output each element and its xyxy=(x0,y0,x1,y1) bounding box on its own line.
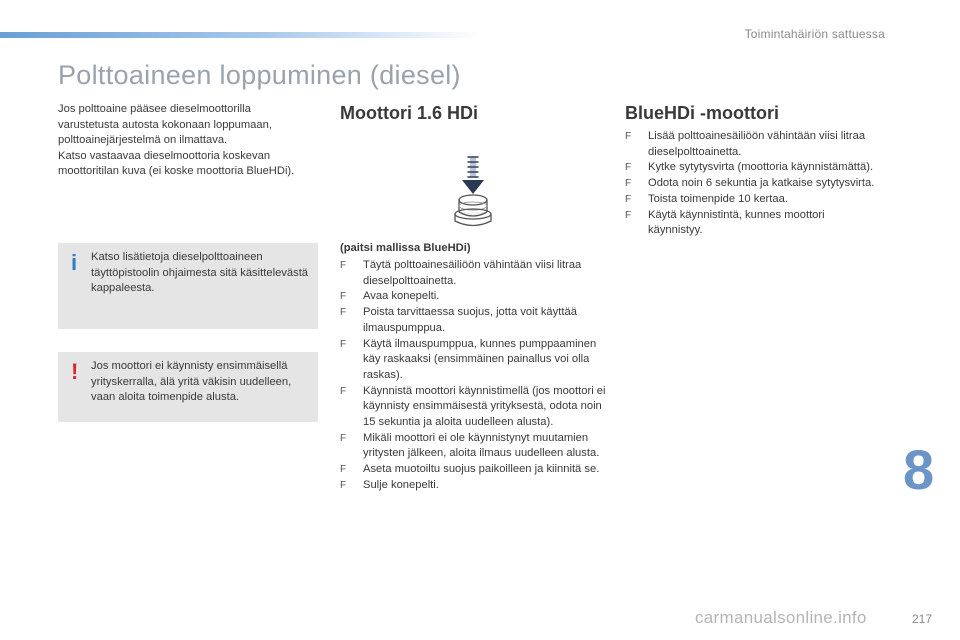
intro-text xyxy=(58,102,323,180)
list-item: F Sulje konepelti. xyxy=(340,478,608,494)
list-item: F Poista tarvittaessa suojus, jotta voit käyttää ilmauspumppua. xyxy=(340,306,577,334)
list-item: F Käytä käynnistintä, kunnes moottori käynnistyy. xyxy=(625,208,825,237)
bullet-icon: F xyxy=(625,209,632,221)
warning-note xyxy=(58,352,318,422)
list-item: F Odota noin 6 sekuntia ja katkaise sytytysvirta. xyxy=(625,176,875,192)
info-icon: i xyxy=(71,250,78,275)
list-item: F Täytä polttoainesäiliöön vähintään viisi litraa dieselpolttoainetta. xyxy=(340,259,582,287)
list-item: F Lisää polttoainesäiliöön vähintään viisi litraa dieselpolttoainetta. xyxy=(625,130,866,158)
bullet-icon: F xyxy=(340,260,347,271)
engine-16-steps xyxy=(340,258,608,494)
intro-line: Jos polttoaine pääsee dieselmoottorilla xyxy=(58,103,251,115)
intro-line: moottoritilan kuva (ei koske moottoria BlueHDi). xyxy=(58,165,295,177)
chapter-number: 8 xyxy=(903,438,935,501)
bullet-icon: F xyxy=(625,193,632,205)
bluehdi-steps xyxy=(625,129,875,239)
warning-note-text: Jos moottori ei käynnisty ensimmäisellä yrityskerralla, älä yritä väkisin uudelleen, vaan aloita toimenpide alusta. xyxy=(91,360,292,403)
bullet-icon: F xyxy=(625,162,632,174)
header-accent-bar xyxy=(0,32,480,38)
page-title: Polttoaineen loppuminen (diesel) xyxy=(58,60,461,90)
list-item: F Mikäli moottori ei ole käynnistynyt muutamien yritysten jälkeen, aloita ilmaus uudelleen alusta. xyxy=(340,431,600,460)
bullet-icon: F xyxy=(340,385,347,397)
bluehdi-title: BlueHDi -moottori xyxy=(625,103,779,123)
engine-16-subtitle: (paitsi mallissa BlueHDi) xyxy=(340,242,471,254)
bullet-icon: F xyxy=(340,338,347,350)
watermark: carmanualsonline.info xyxy=(695,608,867,627)
list-item: F Käytä ilmauspumppua, kunnes pumppaaminen käy raskaaksi (ensimmäinen painallus voi olla raskas). xyxy=(340,337,597,381)
intro-line: polttoainejärjestelmä on ilmattava. xyxy=(58,134,228,146)
intro-line: Katso vastaavaa dieselmoottoria koskevan xyxy=(58,149,271,162)
bullet-icon: F xyxy=(340,479,347,491)
list-item: F Kytke sytytysvirta (moottoria käynnistämättä). xyxy=(625,160,875,176)
priming-pump-icon xyxy=(449,154,497,232)
info-note xyxy=(58,243,318,329)
bullet-icon: F xyxy=(340,291,347,303)
list-item: F Käynnistä moottori käynnistimellä (jos moottori ei käynnisty ensimmäisestä yrityksestä, odota noin 15 sekuntia ja aloita uudelleen alusta). xyxy=(340,384,606,429)
page-number: 217 xyxy=(912,612,933,626)
engine-16-title: Moottori 1.6 HDi xyxy=(340,103,478,123)
section-header: Toimintahäiriön sattuessa xyxy=(744,27,885,41)
intro-line: varustetusta autosta kokonaan loppumaan, xyxy=(58,118,272,131)
list-item: F Toista toimenpide 10 kertaa. xyxy=(625,192,875,208)
bullet-icon: F xyxy=(340,464,347,476)
bullet-icon: F xyxy=(625,131,632,142)
list-item: F Avaa konepelti. xyxy=(340,289,608,305)
bullet-icon: F xyxy=(340,432,347,444)
bullet-icon: F xyxy=(625,178,632,190)
bullet-icon: F xyxy=(340,307,347,319)
list-item: F Aseta muotoiltu suojus paikoilleen ja kiinnitä se. xyxy=(340,462,608,478)
info-note-text: Katso lisätietoja dieselpolttoaineen täyttöpistoolin ohjaimesta sitä käsittelevästä kappaleesta. xyxy=(91,251,309,294)
warning-icon: ! xyxy=(71,359,79,384)
